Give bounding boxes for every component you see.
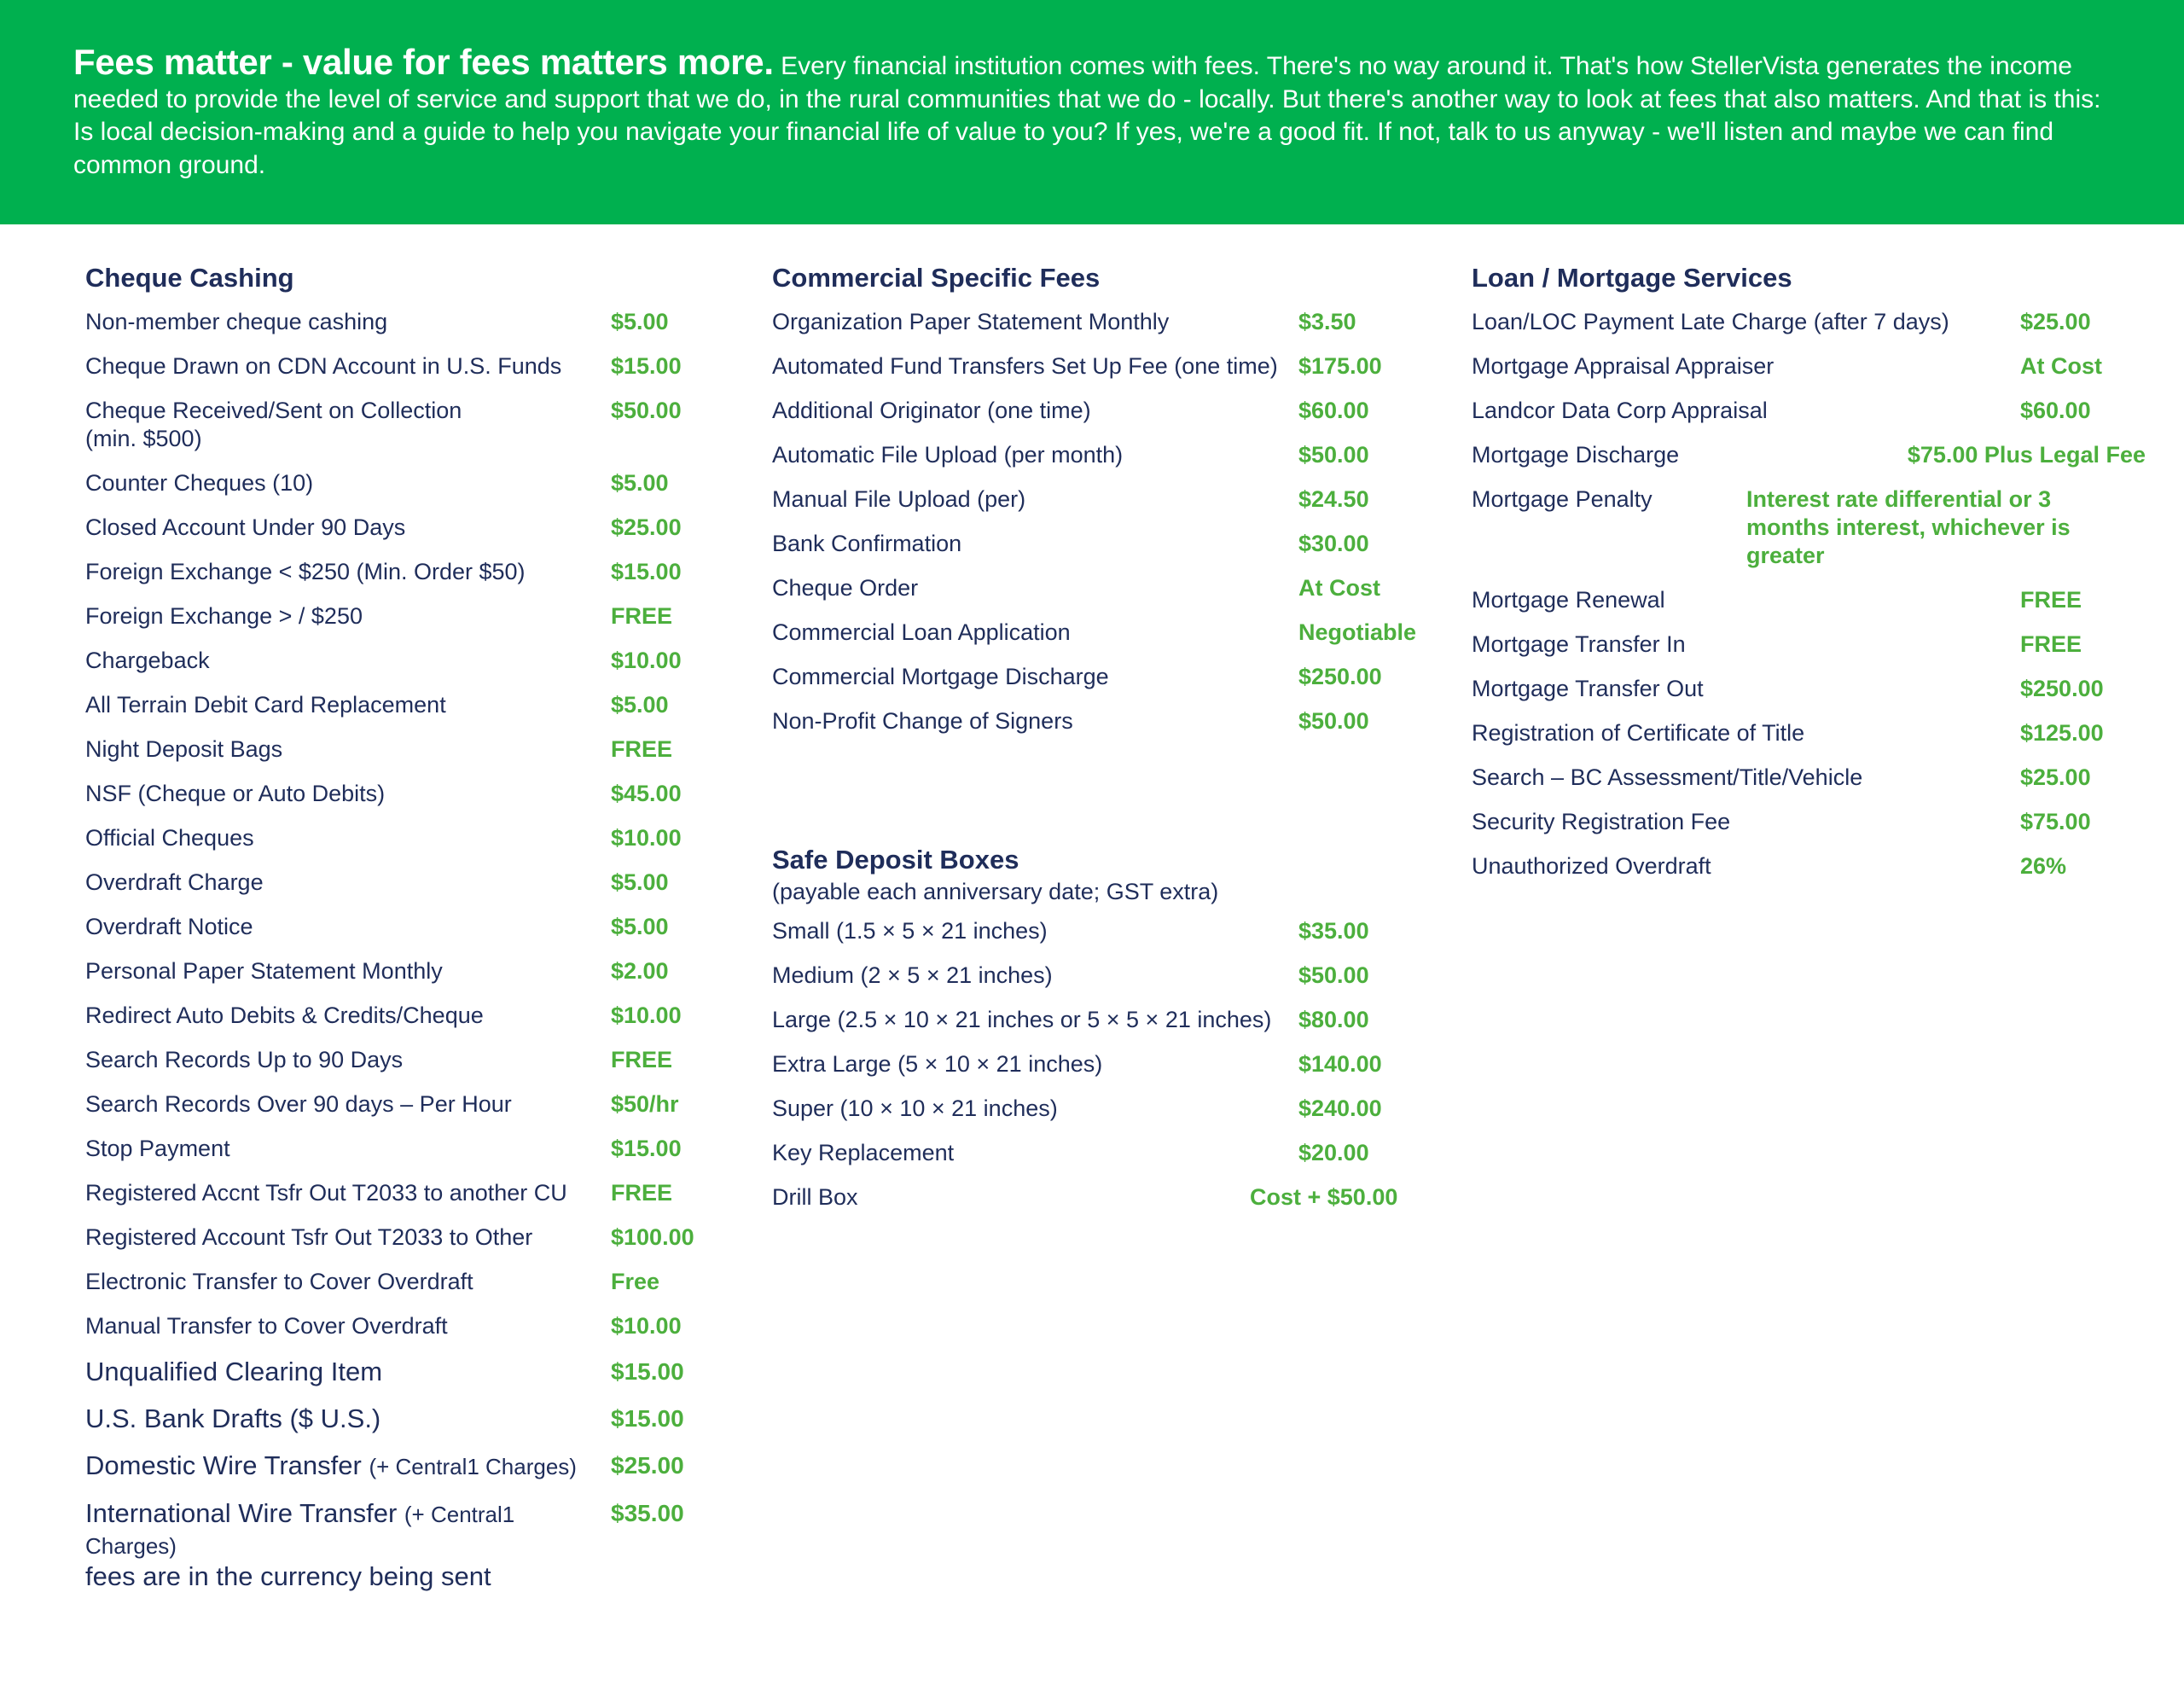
fee-note: (+ Central1 Charges) xyxy=(85,1502,515,1559)
fee-label: Loan/LOC Payment Late Charge (after 7 days) xyxy=(1472,309,1949,334)
fee-row xyxy=(85,816,717,860)
fee-label: Cheque Received/Sent on Collection (min. $500) xyxy=(85,398,462,451)
fee-price: $100.00 xyxy=(611,1224,694,1250)
fee-price: $5.00 xyxy=(611,470,669,496)
fee-row xyxy=(772,654,1420,699)
fee-price: $2.00 xyxy=(611,958,669,984)
fee-row xyxy=(85,1082,717,1126)
fee-price: $15.00 xyxy=(611,1358,684,1385)
fee-row xyxy=(1472,299,2146,344)
fee-price: $60.00 xyxy=(2020,398,2091,423)
fee-row xyxy=(85,949,717,993)
fee-price: FREE xyxy=(2020,631,2082,657)
fee-label: Landcor Data Corp Appraisal xyxy=(1472,398,1768,423)
fee-price: $60.00 xyxy=(1298,398,1369,423)
fee-label: Electronic Transfer to Cover Overdraft xyxy=(85,1269,473,1294)
fee-extra: fees are in the currency being sent xyxy=(85,1561,491,1591)
fee-label: Manual File Upload (per) xyxy=(772,486,1026,512)
fee-row xyxy=(1472,844,2146,888)
fee-label: Non-Profit Change of Signers xyxy=(772,708,1073,734)
fee-label: Stop Payment xyxy=(85,1136,230,1161)
fee-label: Key Replacement xyxy=(772,1140,955,1165)
fee-row xyxy=(85,771,717,816)
fee-label: Medium (2 × 5 × 21 inches) xyxy=(772,962,1053,988)
fee-label: Search Records Up to 90 Days xyxy=(85,1047,404,1072)
fee-label: Search – BC Assessment/Title/Vehicle xyxy=(1472,764,1863,790)
fee-row xyxy=(85,993,717,1037)
fee-label: Additional Originator (one time) xyxy=(772,398,1091,423)
fee-label: Mortgage Penalty xyxy=(1472,486,1653,512)
fee-row xyxy=(1472,433,2146,477)
fee-row xyxy=(85,505,717,549)
fee-row xyxy=(1472,799,2146,844)
fee-row xyxy=(85,860,717,904)
fee-label: Small (1.5 × 5 × 21 inches) xyxy=(772,918,1048,944)
fee-label: Super (10 × 10 × 21 inches) xyxy=(772,1095,1058,1121)
fee-price: $125.00 xyxy=(2020,720,2104,746)
fee-label: NSF (Cheque or Auto Debits) xyxy=(85,781,386,806)
fee-row xyxy=(1472,388,2146,433)
fee-label: Registered Accnt Tsfr Out T2033 to another CU xyxy=(85,1180,567,1206)
fee-price: Free xyxy=(611,1269,660,1294)
fee-label: All Terrain Debit Card Replacement xyxy=(85,692,446,718)
fee-label: Large (2.5 × 10 × 21 inches or 5 × 5 × 21 inches) xyxy=(772,1007,1272,1032)
fee-price: $15.00 xyxy=(611,1405,684,1432)
fee-label: Closed Account Under 90 Days xyxy=(85,514,406,540)
fee-label: Personal Paper Statement Monthly xyxy=(85,958,443,984)
fee-price: $15.00 xyxy=(611,559,682,584)
banner-body: Every financial institution comes with fees. There's no way around it. That's how StellerVista generates the income needed to provide the level of service and support that we do, in the rural communities that we do - locally. But there's another way to look at fees that also matters. And that is this: Is local decision-making and a guide to help you navigate your financial life of value to you? If yes, we're a good fit. If not, talk to us anyway - we'll listen and maybe we can find common ground. xyxy=(73,52,2101,179)
fee-price: $250.00 xyxy=(1298,664,1382,689)
fee-label: Commercial Mortgage Discharge xyxy=(772,664,1109,689)
fee-price: $10.00 xyxy=(611,825,682,851)
fee-label: Overdraft Charge xyxy=(85,869,264,895)
fee-price: $35.00 xyxy=(1298,918,1369,944)
section-title: Safe Deposit Boxes xyxy=(772,845,1019,875)
fee-label: Non-member cheque cashing xyxy=(85,309,388,334)
fee-price: $25.00 xyxy=(611,1452,684,1479)
fee-row xyxy=(772,953,1420,997)
fee-row xyxy=(85,461,717,505)
fee-price: $25.00 xyxy=(2020,309,2091,334)
fee-price: $10.00 xyxy=(611,1003,682,1028)
fee-price: $35.00 xyxy=(611,1500,684,1526)
fee-row xyxy=(85,388,717,461)
fee-row xyxy=(1472,477,2146,578)
fee-row xyxy=(85,1171,717,1215)
fee-row xyxy=(85,594,717,638)
fee-row xyxy=(85,638,717,683)
fee-row xyxy=(85,1126,717,1171)
fee-row xyxy=(85,1304,717,1348)
fee-price: $75.00 Plus Legal Fee xyxy=(1907,442,2146,468)
fee-price: $30.00 xyxy=(1298,531,1369,556)
fee-label: Foreign Exchange > / $250 xyxy=(85,603,363,629)
fee-label: Drill Box xyxy=(772,1184,858,1210)
fee-label: Mortgage Appraisal Appraiser xyxy=(1472,353,1774,379)
fee-label: Counter Cheques (10) xyxy=(85,470,314,496)
fee-row xyxy=(772,1042,1420,1086)
fee-price: $175.00 xyxy=(1298,353,1382,379)
fee-row xyxy=(85,1490,717,1600)
fee-label: Bank Confirmation xyxy=(772,531,962,556)
fee-label: Mortgage Transfer Out xyxy=(1472,676,1704,701)
fee-row xyxy=(1472,666,2146,711)
fee-label: Search Records Over 90 days – Per Hour xyxy=(85,1091,512,1117)
fee-row xyxy=(772,1086,1420,1130)
fee-price: $240.00 xyxy=(1298,1095,1382,1121)
fee-label: Cheque Drawn on CDN Account in U.S. Funds xyxy=(85,353,562,379)
fee-label: U.S. Bank Drafts ($ U.S.) xyxy=(85,1404,381,1433)
fee-price: Interest rate differential or 3 months interest, whichever is greater xyxy=(1746,486,2071,568)
fee-row xyxy=(85,1442,717,1490)
fee-row xyxy=(85,727,717,771)
fee-row xyxy=(85,1215,717,1259)
fee-label: Commercial Loan Application xyxy=(772,619,1071,645)
section-title: Commercial Specific Fees xyxy=(772,263,1101,293)
fee-row xyxy=(85,683,717,727)
fee-row xyxy=(1472,755,2146,799)
fee-label-group xyxy=(85,1450,611,1482)
fee-label: Unqualified Clearing Item xyxy=(85,1357,383,1386)
fee-note: (+ Central1 Charges) xyxy=(369,1454,577,1479)
fee-row xyxy=(772,433,1420,477)
fee-price: $10.00 xyxy=(611,1313,682,1339)
fee-row xyxy=(1472,578,2146,622)
fee-row xyxy=(772,521,1420,566)
fee-row xyxy=(772,566,1420,610)
section-subtitle: (payable each anniversary date; GST extra) xyxy=(772,879,1219,904)
fee-row xyxy=(772,909,1420,953)
fee-price: FREE xyxy=(611,736,673,762)
fee-price: $3.50 xyxy=(1298,309,1356,334)
fee-label: Chargeback xyxy=(85,648,210,673)
fee-label: Night Deposit Bags xyxy=(85,736,283,762)
fee-label: Domestic Wire Transfer xyxy=(85,1450,362,1480)
fee-price: $80.00 xyxy=(1298,1007,1369,1032)
fee-price: At Cost xyxy=(2020,353,2102,379)
fee-price: $45.00 xyxy=(611,781,682,806)
fee-label: Cheque Order xyxy=(772,575,919,601)
fee-price: $50.00 xyxy=(1298,708,1369,734)
fee-price: $50.00 xyxy=(1298,962,1369,988)
fee-price: $15.00 xyxy=(611,1136,682,1161)
fee-label: Unauthorized Overdraft xyxy=(1472,853,1711,879)
fee-row xyxy=(85,904,717,949)
cheque-cashing-section xyxy=(85,261,717,1600)
fee-row xyxy=(85,1259,717,1304)
fee-label: Automatic File Upload (per month) xyxy=(772,442,1124,468)
commercial-fees-section xyxy=(772,261,1420,743)
banner-headline: Fees matter - value for fees matters more. xyxy=(73,42,774,82)
fee-row xyxy=(85,1395,717,1442)
fee-row xyxy=(85,1037,717,1082)
fee-price: $5.00 xyxy=(611,914,669,939)
fee-price: $50.00 xyxy=(1298,442,1369,468)
fee-label: Automated Fund Transfers Set Up Fee (one time) xyxy=(772,353,1278,379)
fee-row xyxy=(1472,344,2146,388)
fee-price: 26% xyxy=(2020,853,2067,879)
fee-row xyxy=(772,477,1420,521)
fee-price: $75.00 xyxy=(2020,809,2091,834)
fee-row xyxy=(772,344,1420,388)
intro-paragraph xyxy=(73,42,2111,182)
fee-row xyxy=(85,1348,717,1395)
fee-price: $20.00 xyxy=(1298,1140,1369,1165)
fee-price: FREE xyxy=(611,1047,673,1072)
fee-label: Redirect Auto Debits & Credits/Cheque xyxy=(85,1003,484,1028)
fee-row xyxy=(772,1175,1420,1219)
fee-label: Mortgage Discharge xyxy=(1472,442,1680,468)
fee-label: Manual Transfer to Cover Overdraft xyxy=(85,1313,448,1339)
intro-banner xyxy=(0,0,2184,224)
fee-row xyxy=(772,299,1420,344)
loan-mortgage-section xyxy=(1472,261,2146,888)
fee-price: FREE xyxy=(611,603,673,629)
fee-row xyxy=(1472,622,2146,666)
fee-price: $24.50 xyxy=(1298,486,1369,512)
fee-price: $50/hr xyxy=(611,1091,679,1117)
fee-row xyxy=(772,997,1420,1042)
fee-row xyxy=(1472,711,2146,755)
fee-price: $5.00 xyxy=(611,869,669,895)
section-title: Cheque Cashing xyxy=(85,263,294,293)
fee-label-group xyxy=(85,1498,611,1592)
fee-price: $10.00 xyxy=(611,648,682,673)
fee-price: $25.00 xyxy=(2020,764,2091,790)
section-title: Loan / Mortgage Services xyxy=(1472,263,1792,293)
fee-row xyxy=(772,388,1420,433)
fee-row xyxy=(772,1130,1420,1175)
fee-row xyxy=(85,299,717,344)
fee-label: Organization Paper Statement Monthly xyxy=(772,309,1170,334)
fee-price: FREE xyxy=(2020,587,2082,613)
fee-label: International Wire Transfer xyxy=(85,1498,398,1528)
fee-price: $15.00 xyxy=(611,353,682,379)
fee-price: FREE xyxy=(611,1180,673,1206)
fee-label: Overdraft Notice xyxy=(85,914,253,939)
fee-label: Official Cheques xyxy=(85,825,254,851)
fee-price: $140.00 xyxy=(1298,1051,1382,1077)
fee-label: Mortgage Renewal xyxy=(1472,587,1665,613)
fee-price: $5.00 xyxy=(611,309,669,334)
fee-price: At Cost xyxy=(1298,575,1380,601)
fee-price: Negotiable xyxy=(1298,619,1417,645)
fee-row xyxy=(772,610,1420,654)
fee-label: Registration of Certificate of Title xyxy=(1472,720,1805,746)
fee-label: Foreign Exchange < $250 (Min. Order $50) xyxy=(85,559,526,584)
fee-price: $25.00 xyxy=(611,514,682,540)
fee-price: $5.00 xyxy=(611,692,669,718)
fee-row xyxy=(85,344,717,388)
fee-price: $250.00 xyxy=(2020,676,2104,701)
safe-deposit-section xyxy=(772,843,1420,1219)
fee-label: Extra Large (5 × 10 × 21 inches) xyxy=(772,1051,1103,1077)
fee-price: Cost + $50.00 xyxy=(1250,1184,1398,1210)
fee-price: $50.00 xyxy=(611,398,682,423)
fee-row xyxy=(772,699,1420,743)
fee-label: Registered Account Tsfr Out T2033 to Other xyxy=(85,1224,533,1250)
fee-row xyxy=(85,549,717,594)
fee-label: Security Registration Fee xyxy=(1472,809,1731,834)
fee-label: Mortgage Transfer In xyxy=(1472,631,1686,657)
